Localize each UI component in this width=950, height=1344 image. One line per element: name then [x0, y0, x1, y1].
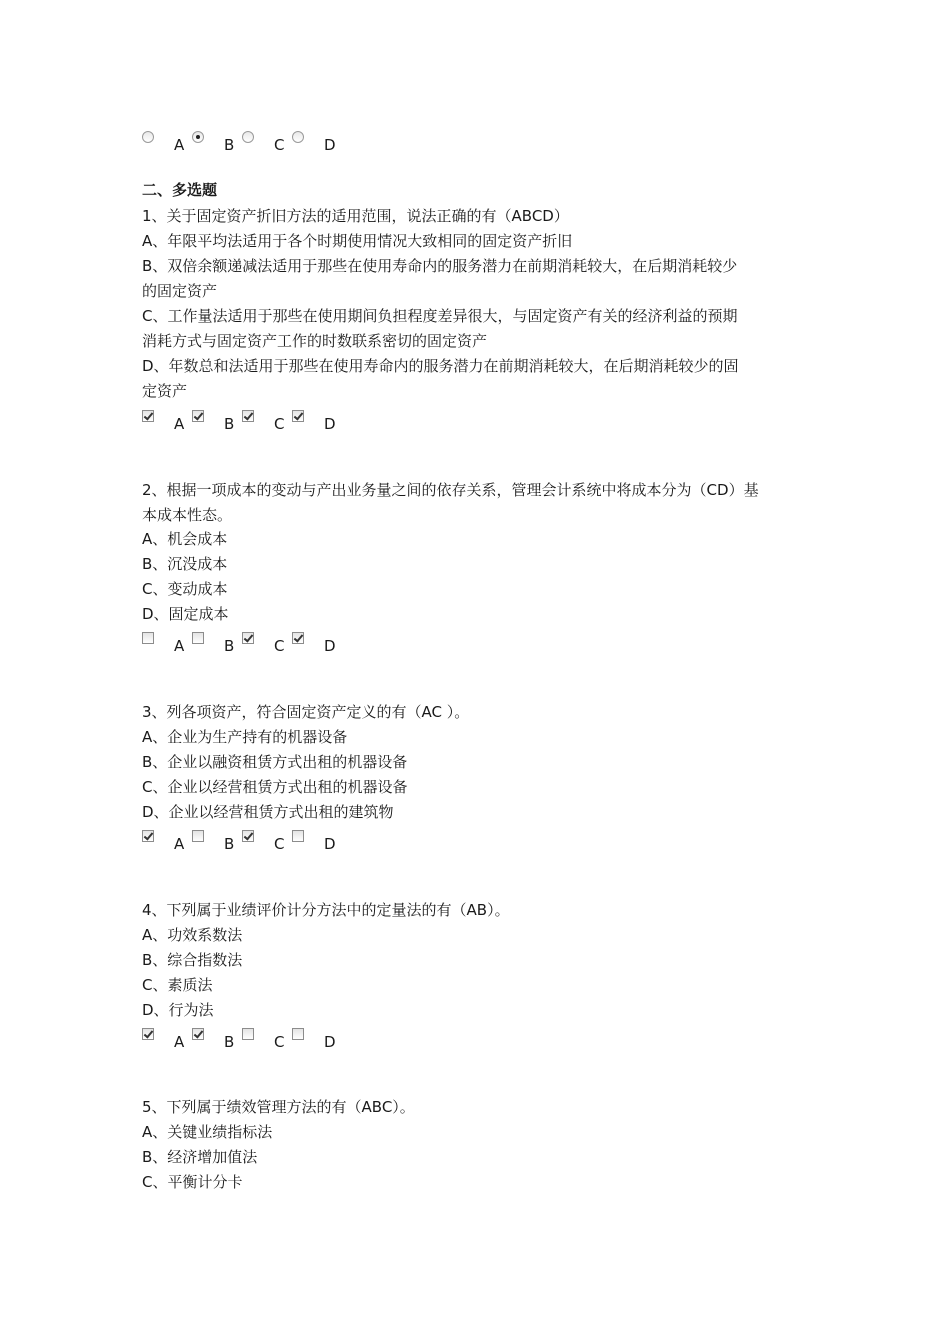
checkbox-checked[interactable]	[142, 830, 154, 842]
choice-text: B、经济增加值法	[142, 1148, 258, 1166]
choice-text: A、关键业绩指标法	[142, 1123, 273, 1141]
choice-text: B、双倍余额递减法适用于那些在使用寿命内的服务潜力在前期消耗较大，在后期消耗较少	[142, 257, 738, 275]
checkbox-unchecked[interactable]	[142, 632, 154, 644]
section-title: 二、多选题	[142, 181, 218, 199]
choice-text: A、年限平均法适用于各个时期使用情况大致相同的固定资产折旧	[142, 232, 573, 250]
option-label: D	[324, 835, 336, 853]
checkbox-checked[interactable]	[142, 410, 154, 422]
checkbox-checked[interactable]	[242, 830, 254, 842]
checkbox-group	[142, 632, 442, 656]
option-label: B	[224, 1033, 235, 1051]
choice-text: D、企业以经营租赁方式出租的建筑物	[142, 803, 394, 821]
checkbox-checked[interactable]	[142, 1028, 154, 1040]
checkbox-unchecked[interactable]	[292, 830, 304, 842]
choice-text: 消耗方式与固定资产工作的时数联系密切的固定资产	[142, 332, 488, 350]
choice-text: D、年数总和法适用于那些在使用寿命内的服务潜力在前期消耗较大，在后期消耗较少的固	[142, 357, 739, 375]
choice-text: A、机会成本	[142, 530, 228, 548]
option-label: B	[224, 835, 235, 853]
option-label: A	[174, 637, 185, 655]
radio-button[interactable]	[242, 131, 254, 143]
option-label: C	[274, 415, 285, 433]
checkbox-unchecked[interactable]	[242, 1028, 254, 1040]
option-label: B	[224, 136, 235, 154]
checkbox-checked[interactable]	[192, 410, 204, 422]
option-label: A	[174, 1033, 185, 1051]
choice-text: D、固定成本	[142, 605, 229, 623]
checkbox-group	[142, 1028, 442, 1052]
option-label: C	[274, 136, 285, 154]
choice-text: 的固定资产	[142, 282, 218, 300]
question-text: 5、下列属于绩效管理方法的有（ABC）。	[142, 1098, 415, 1116]
checkbox-checked[interactable]	[292, 410, 304, 422]
option-label: A	[174, 415, 185, 433]
question-text: 2、根据一项成本的变动与产出业务量之间的依存关系，管理会计系统中将成本分为（CD）基	[142, 481, 759, 499]
option-label: D	[324, 1033, 336, 1051]
option-label: C	[274, 1033, 285, 1051]
checkbox-unchecked[interactable]	[292, 1028, 304, 1040]
checkbox-unchecked[interactable]	[192, 830, 204, 842]
choice-text: D、行为法	[142, 1001, 214, 1019]
option-label: C	[274, 637, 285, 655]
radio-button[interactable]	[292, 131, 304, 143]
question-text: 3、列各项资产，符合固定资产定义的有（AC ）。	[142, 703, 470, 721]
question-text: 1、关于固定资产折旧方法的适用范围，说法正确的有（ABCD）	[142, 207, 569, 225]
option-label: D	[324, 637, 336, 655]
question-text: 4、下列属于业绩评价计分方法中的定量法的有（AB）。	[142, 901, 510, 919]
choice-text: A、企业为生产持有的机器设备	[142, 728, 348, 746]
checkbox-unchecked[interactable]	[192, 632, 204, 644]
radio-button-selected[interactable]	[192, 131, 204, 143]
option-label: B	[224, 637, 235, 655]
checkbox-checked[interactable]	[292, 632, 304, 644]
question-text: 本成本性态。	[142, 506, 233, 524]
checkbox-checked[interactable]	[242, 632, 254, 644]
checkbox-checked[interactable]	[192, 1028, 204, 1040]
choice-text: B、综合指数法	[142, 951, 243, 969]
radio-button[interactable]	[142, 131, 154, 143]
option-label: D	[324, 136, 336, 154]
choice-text: C、工作量法适用于那些在使用期间负担程度差异很大，与固定资产有关的经济利益的预期	[142, 307, 738, 325]
choice-text: A、功效系数法	[142, 926, 243, 944]
choice-text: B、沉没成本	[142, 555, 228, 573]
option-label: B	[224, 415, 235, 433]
choice-text: C、变动成本	[142, 580, 228, 598]
choice-text: 定资产	[142, 382, 188, 400]
choice-text: B、企业以融资租赁方式出租的机器设备	[142, 753, 408, 771]
choice-text: C、素质法	[142, 976, 213, 994]
top-radio-group	[142, 131, 442, 155]
option-label: A	[174, 136, 185, 154]
checkbox-group	[142, 830, 442, 854]
checkbox-group	[142, 410, 442, 434]
option-label: D	[324, 415, 336, 433]
checkbox-checked[interactable]	[242, 410, 254, 422]
option-label: C	[274, 835, 285, 853]
choice-text: C、企业以经营租赁方式出租的机器设备	[142, 778, 408, 796]
choice-text: C、平衡计分卡	[142, 1173, 243, 1191]
option-label: A	[174, 835, 185, 853]
